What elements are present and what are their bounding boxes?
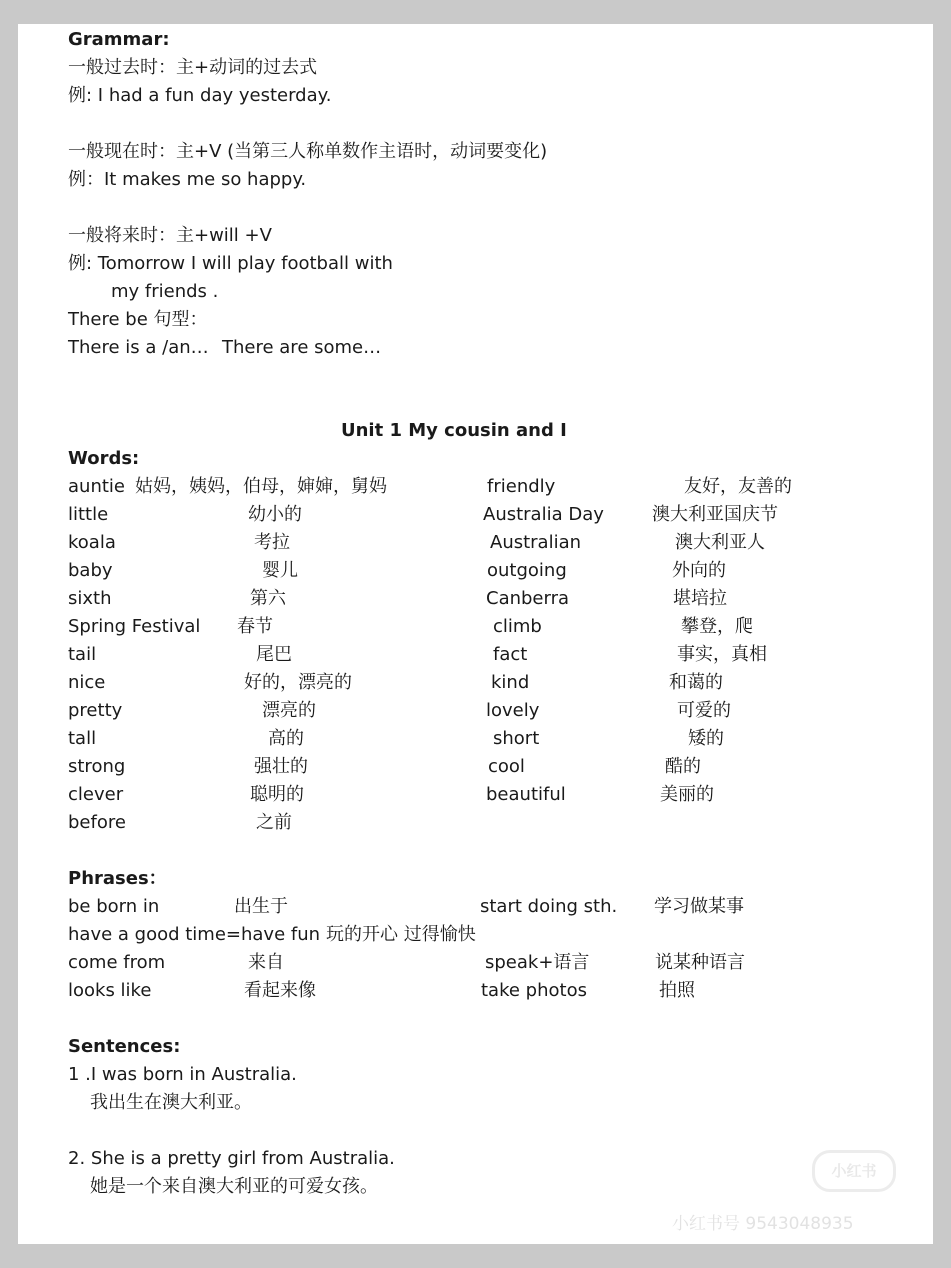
word-zh: 之前 xyxy=(256,812,292,833)
phrase-en: speak+语言 xyxy=(485,952,590,973)
phrase-en: start doing sth. xyxy=(480,896,618,917)
word-zh: 和蔼的 xyxy=(669,672,723,693)
word-zh: 外向的 xyxy=(672,560,726,581)
word-zh: 友好，友善的 xyxy=(684,476,792,497)
word-en: climb xyxy=(493,616,542,637)
watermark-id: 小红书号 9543048935 xyxy=(672,1214,854,1234)
phrase-en: come from xyxy=(68,952,166,973)
word-en: auntie xyxy=(68,476,125,497)
phrases-heading: Phrases： xyxy=(68,868,167,889)
word-en: outgoing xyxy=(487,560,567,581)
word-en: strong xyxy=(68,756,126,777)
word-en: tall xyxy=(68,728,97,749)
word-en: beautiful xyxy=(486,784,566,805)
phrase-en: be born in xyxy=(68,896,160,917)
word-zh: 春节 xyxy=(237,616,273,637)
there-be-heading: There be 句型： xyxy=(68,309,208,330)
grammar-heading: Grammar: xyxy=(68,29,170,50)
word-en: tail xyxy=(68,644,97,665)
phrase-en: have a good time=have fun xyxy=(68,924,321,945)
word-en: lovely xyxy=(486,700,540,721)
word-en: Canberra xyxy=(486,588,570,609)
word-en: cool xyxy=(488,756,525,777)
word-zh: 姑妈，姨妈，伯母，婶婶，舅妈 xyxy=(135,476,387,497)
present-tense-example: 例：It makes me so happy. xyxy=(68,169,307,190)
word-en: Spring Festival xyxy=(68,616,201,637)
word-en: clever xyxy=(68,784,124,805)
word-zh: 好的，漂亮的 xyxy=(244,672,352,693)
phrase-zh: 说某种语言 xyxy=(655,952,745,973)
word-zh: 攀登，爬 xyxy=(681,616,753,637)
word-en: kind xyxy=(491,672,530,693)
there-be-plural: There are some… xyxy=(222,337,382,358)
sentence-2-en: 2. She is a pretty girl from Australia. xyxy=(68,1148,395,1169)
word-zh: 可爱的 xyxy=(677,700,731,721)
phrase-zh: 玩的开心 过得愉快 xyxy=(326,924,476,945)
word-zh: 第六 xyxy=(250,588,286,609)
word-zh: 酷的 xyxy=(665,756,701,777)
word-en: little xyxy=(68,504,109,525)
word-zh: 美丽的 xyxy=(660,784,714,805)
present-tense-rule: 一般现在时：主+V (当第三人称单数作主语时，动词要变化) xyxy=(68,141,548,162)
future-tense-example-line1: 例: Tomorrow I will play football with xyxy=(68,253,393,274)
future-tense-rule: 一般将来时：主+will +V xyxy=(68,225,272,246)
word-en: Australia Day xyxy=(483,504,604,525)
sentence-1-zh: 我出生在澳大利亚。 xyxy=(90,1092,252,1113)
phrase-en: take photos xyxy=(481,980,587,1001)
word-zh: 考拉 xyxy=(254,532,290,553)
word-en: Australian xyxy=(490,532,582,553)
word-zh: 高的 xyxy=(268,728,304,749)
word-en: before xyxy=(68,812,126,833)
future-tense-example-line2: my friends . xyxy=(111,281,219,302)
past-tense-example: 例: I had a fun day yesterday. xyxy=(68,85,332,106)
word-zh: 事实，真相 xyxy=(677,644,767,665)
word-zh: 聪明的 xyxy=(250,784,304,805)
past-tense-rule: 一般过去时：主+动词的过去式 xyxy=(68,57,318,78)
phrase-zh: 来自 xyxy=(248,952,284,973)
unit-title: Unit 1 My cousin and I xyxy=(341,420,567,441)
word-en: koala xyxy=(68,532,116,553)
word-zh: 婴儿 xyxy=(262,560,298,581)
sentences-heading: Sentences: xyxy=(68,1036,181,1057)
phrase-zh: 出生于 xyxy=(234,896,288,917)
word-zh: 澳大利亚人 xyxy=(675,532,765,553)
word-en: sixth xyxy=(68,588,112,609)
watermark-logo: 小红书 xyxy=(812,1150,896,1192)
phrase-en: looks like xyxy=(68,980,152,1001)
word-en: friendly xyxy=(487,476,556,497)
word-en: fact xyxy=(493,644,528,665)
word-en: baby xyxy=(68,560,113,581)
word-zh: 强壮的 xyxy=(254,756,308,777)
word-en: nice xyxy=(68,672,106,693)
word-zh: 尾巴 xyxy=(256,644,292,665)
word-en: pretty xyxy=(68,700,123,721)
there-be-singular: There is a /an… xyxy=(68,337,209,358)
word-zh: 幼小的 xyxy=(248,504,302,525)
phrase-zh: 学习做某事 xyxy=(654,896,744,917)
phrase-zh: 拍照 xyxy=(659,980,695,1001)
word-zh: 漂亮的 xyxy=(262,700,316,721)
sentence-2-zh: 她是一个来自澳大利亚的可爱女孩。 xyxy=(90,1176,378,1197)
word-zh: 矮的 xyxy=(688,728,724,749)
phrase-zh: 看起来像 xyxy=(244,980,316,1001)
word-zh: 堪培拉 xyxy=(673,588,727,609)
sentence-1-en: 1 .I was born in Australia. xyxy=(68,1064,297,1085)
word-zh: 澳大利亚国庆节 xyxy=(652,504,778,525)
word-en: short xyxy=(493,728,540,749)
words-heading: Words: xyxy=(68,448,140,469)
